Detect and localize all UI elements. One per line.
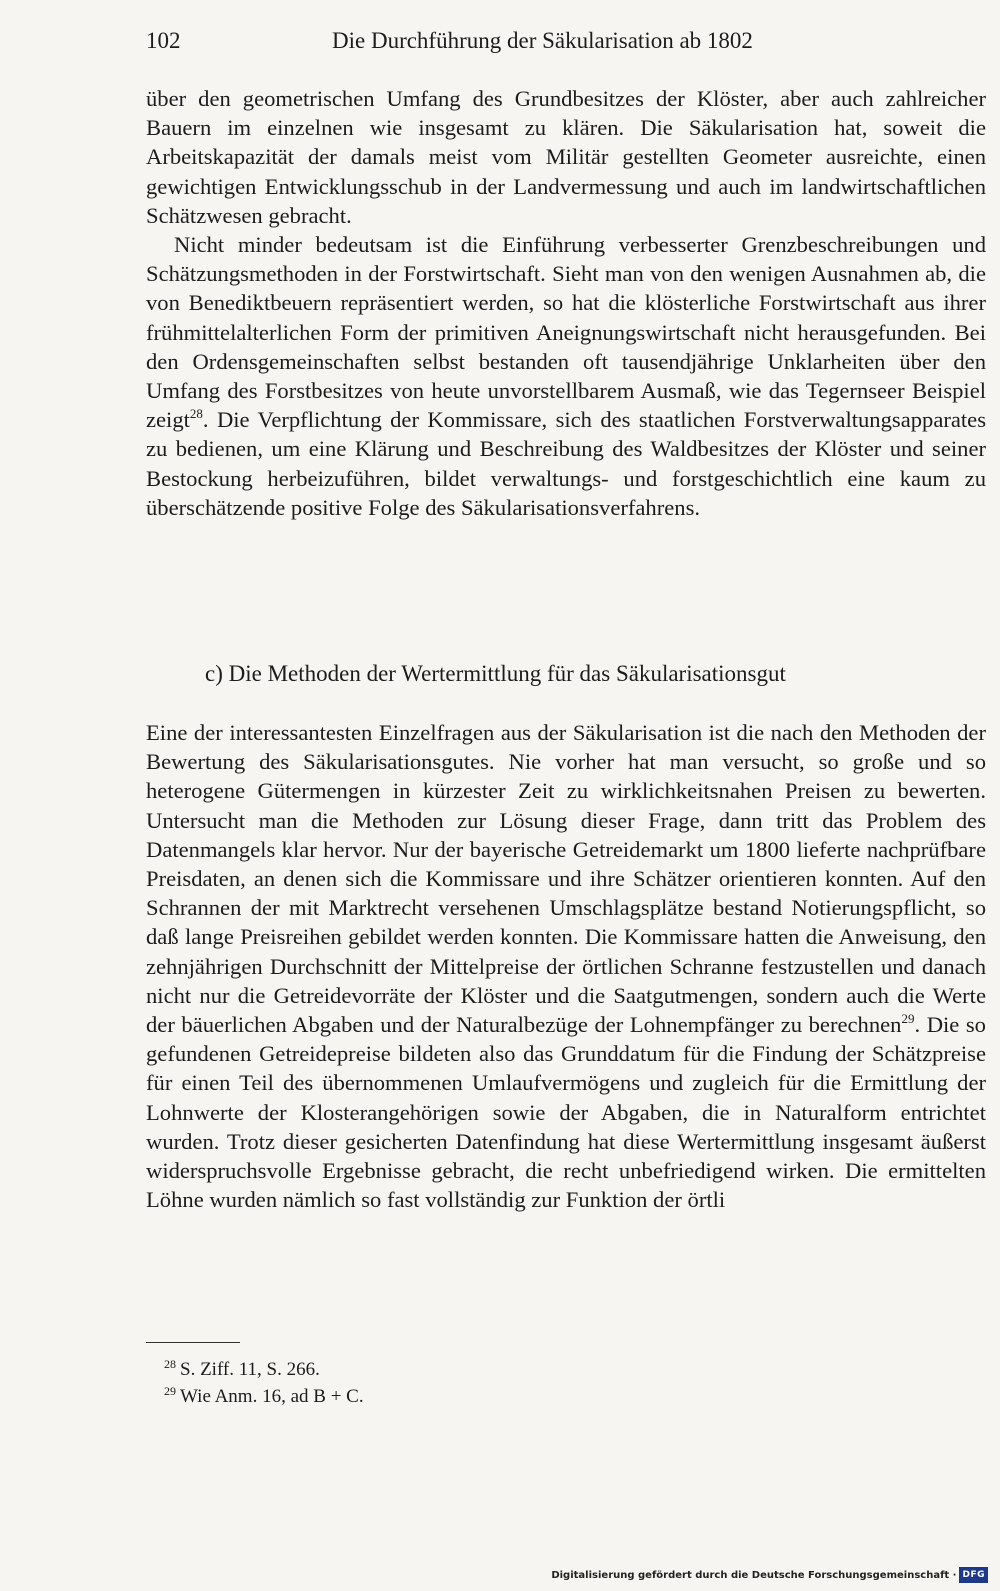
footnotes [164, 1356, 864, 1410]
running-title: Die Durchführung der Säkularisation ab 1802 [332, 28, 753, 53]
credit-text: Digitalisierung gefördert durch die Deutsche Forschungsgemeinschaft · [551, 1570, 957, 1581]
section-heading: c) Die Methoden der Wertermittlung für das Säkularisationsgut [205, 661, 786, 686]
paragraph-2-part-b: . Die Verpflichtung der Kommissare, sich des staatlichen Forstverwaltungsapparates zu bedienen, um eine Klärung und Beschreibung des Waldbesitzes der Klöster und seiner Bestockung herbeizuführen, bildet verwaltungs- und forstgeschichtlich eine kaum zu überschätzende positive Folge des Säkularisationsverfahrens. [146, 407, 986, 520]
footnote-text: S. Ziff. 11, S. 266. [180, 1359, 320, 1380]
paragraph-3-part-b: . Die so gefundenen Getreidepreise bildeten also das Grunddatum für die Findung der Schätzpreise für einen Teil des übernommenen Umlaufvermögens und zugleich für die Ermittlung der Lohnwerte der Klosterangehörigen sowie der Abgaben, die in Naturalform entrichtet wurden. Trotz dieser gesicherten Datenfindung hat diese Wertermittlung insgesamt äußerst widerspruchsvolle Ergebnisse gebracht, die recht unbefriedigend wirken. Die ermittelten Löhne wurden nämlich so fast vollständig zur Funktion der örtli [146, 1012, 986, 1213]
paragraph-1: über den geometrischen Umfang des Grundbesitzes der Klöster, aber auch zahlreicher Bauern im einzelnen wie insgesamt zu klären. Die Säkularisation hat, soweit die Arbeitskapazität der damals meist vom Militär gestellten Geometer ausreichte, einen gewichtigen Entwicklungsschub in der Landvermessung und auch im landwirtschaftlichen Schätzwesen gebracht. [146, 86, 986, 228]
footnote-number: 28 [164, 1357, 176, 1371]
dfg-logo-icon: DFG [959, 1567, 988, 1583]
digitization-credit [551, 1567, 988, 1583]
paragraph-2-part-a: Nicht minder bedeutsam ist die Einführung verbesserter Grenzbeschreibungen und Schätzungsmethoden in der Forstwirtschaft. Sieht man von den wenigen Ausnahmen ab, die von Benediktbeuern repräsentiert werden, so hat die klösterliche Forstwirtschaft aus ihrer frühmittelalterlichen Form der primitiven Aneignungswirtschaft nicht herausgefunden. Bei den Ordensgemeinschaften selbst bestanden oft tausendjährige Unklarheiten über den Umfang des Forstbesitzes von heute unvorstellbarem Ausmaß, wie das Tegernseer Beispiel zeigt [146, 232, 986, 433]
footnote-28 [164, 1356, 864, 1383]
footnote-29 [164, 1383, 864, 1410]
paragraph-2 [146, 230, 986, 522]
text-block-lower [146, 718, 986, 1214]
footnote-divider [146, 1342, 240, 1343]
paragraph-3 [146, 718, 986, 1214]
page-header [146, 24, 986, 58]
paragraph-3-part-a: Eine der interessantesten Einzelfragen aus der Säkularisation ist die nach den Methoden der Bewertung des Säkularisationsgutes. Nie vorher hat man versucht, so große und so heterogene Gütermengen in kürzester Zeit zu wirklichkeitsnahen Preisen zu bewerten. Untersucht man die Methoden zur Lösung dieser Frage, dann tritt das Problem des Datenmangels klar hervor. Nur der bayerische Getreidemarkt um 1800 lieferte nachprüfbare Preisdaten, an denen sich die Kommissare und ihre Schätzer orientieren konnten. Auf den Schrannen der mit Marktrecht versehenen Umschlagsplätze bestand Notierungspflicht, so daß lange Preisreihen gebildet werden konnten. Die Kommissare hatten die Anweisung, den zehnjährigen Durchschnitt der Mittelpreise der örtlichen Schranne festzustellen und danach nicht nur die Getreidevorräte der Klöster und die Saatgutmengen, sondern auch die Werte der bäuerlichen Abgaben und der Naturalbezüge der Lohnempfänger zu berechnen [146, 720, 986, 1038]
footnote-ref-29[interactable]: 29 [901, 1011, 915, 1027]
text-block-upper [146, 84, 986, 522]
footnote-number: 29 [164, 1384, 176, 1398]
footnote-ref-28[interactable]: 28 [189, 406, 203, 422]
page-number: 102 [146, 28, 181, 53]
footnote-text: Wie Anm. 16, ad B + C. [180, 1386, 364, 1407]
